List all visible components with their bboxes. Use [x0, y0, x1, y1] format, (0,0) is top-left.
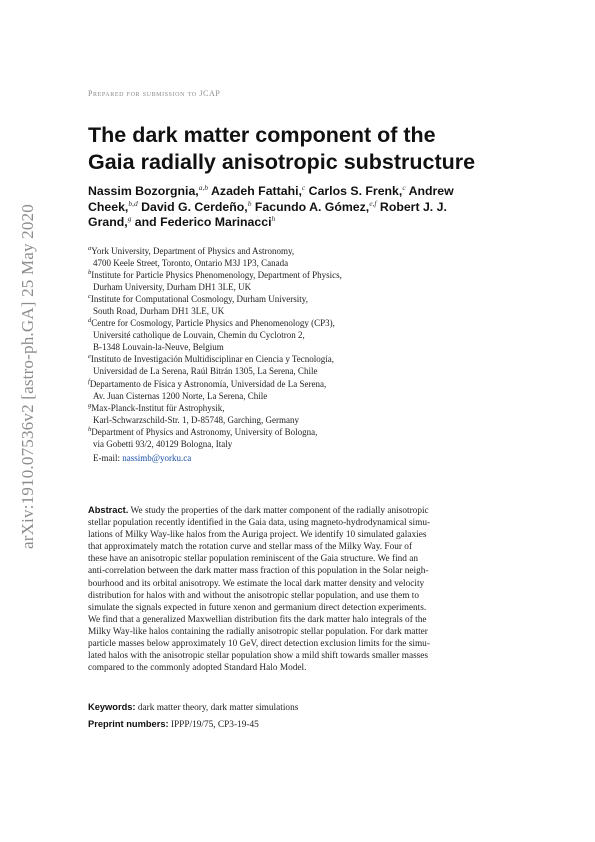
affiliation-line: [88, 317, 528, 329]
affiliation-line: [88, 378, 528, 390]
preprint-numbers: [88, 719, 259, 730]
affiliation-text: Max-Planck-Institut für Astrophysik,: [91, 402, 225, 413]
abstract-line: these have an anisotropic stellar population reminiscent of the Gaia structure. We find an: [88, 554, 419, 565]
affiliation-line: [88, 353, 528, 365]
abstract-text: We study the properties of the dark matter component of the radially anisotropic: [128, 506, 429, 516]
affiliation-line: Av. Juan Cisternas 1200 Norte, La Serena, Chile: [93, 390, 268, 401]
email-link[interactable]: nassimb@yorku.ca: [122, 452, 192, 463]
abstract-line: lated halos with the anisotropic stellar population show a mild shift towards smaller masses: [88, 651, 429, 662]
affiliation-mark: g: [88, 401, 92, 409]
affiliation-line: South Road, Durham DH1 3LE, UK: [93, 306, 225, 317]
affiliation-text: Centre for Cosmology, Particle Physics and Phenomenology (CP3),: [91, 318, 335, 329]
affiliation-line: Universidad de La Serena, Raúl Bitrán 1305, La Serena, Chile: [93, 366, 318, 377]
affiliation-line: [88, 426, 528, 438]
affiliation-line: [88, 402, 528, 414]
arxiv-identifier: arXiv:1910.07536v2 [astro-ph.GA] 25 May 2020: [18, 204, 37, 549]
affiliation-text: York University, Department of Physics and Astronomy,: [91, 246, 295, 256]
submission-note: Prepared for submission to JCAP: [88, 89, 221, 98]
abstract-line: anti-correlation between the dark matter mass fraction of this population in the Solar neigh-: [88, 566, 429, 577]
abstract-label: Abstract.: [88, 505, 129, 515]
affiliation-line: via Gobetti 93/2, 40129 Bologna, Italy: [93, 438, 233, 449]
affiliation-line: [88, 245, 528, 257]
author-affil-mark: c: [301, 182, 306, 192]
email-label: E-mail:: [93, 452, 123, 463]
abstract: [88, 504, 524, 674]
author-name: Facundo A. Gómez,: [251, 199, 370, 214]
author-affil-mark: a,b: [198, 182, 209, 192]
abstract-line: bourhood and its orbital anisotropy. We estimate the local dark matter density and velocity: [88, 578, 425, 589]
title-line: The dark matter component of the: [88, 123, 436, 147]
author-affil-mark: h: [271, 213, 276, 223]
author-name: and Federico Marinacci: [131, 215, 272, 229]
author-name: Nassim Bozorgnia,: [88, 184, 199, 198]
abstract-line: [88, 504, 524, 517]
author-line: [88, 184, 528, 200]
abstract-line: distribution for halos with and without the anisotropic stellar population, and use them to: [88, 590, 420, 601]
affiliation-mark: d: [88, 317, 92, 325]
keywords: [88, 702, 298, 713]
author-name: Azadeh Fattahi,: [208, 184, 302, 198]
author-affil-mark: g: [127, 213, 132, 223]
affiliation-mark: h: [88, 425, 92, 433]
author-line: [88, 200, 528, 216]
keywords-label: Keywords:: [88, 702, 136, 712]
email-line: [88, 452, 528, 464]
author-line: [88, 215, 528, 231]
affiliation-line: Université catholique de Louvain, Chemin du Cyclotron 2,: [93, 330, 305, 341]
abstract-line: that approximately match the rotation curve and stellar mass of the Milky Way. Four of: [88, 542, 413, 553]
affiliation-mark: f: [88, 377, 90, 385]
author-list: [88, 184, 528, 231]
affiliation-text: Institute for Computational Cosmology, Durham University,: [90, 294, 308, 305]
affiliation-line: Durham University, Durham DH1 3LE, UK: [93, 282, 252, 293]
affiliation-line: [88, 269, 528, 281]
author-name: Robert J. J.: [376, 199, 447, 214]
affiliation-line: B-1348 Louvain-la-Neuve, Belgium: [93, 342, 224, 353]
affiliation-text: Institute for Particle Physics Phenomenology, Department of Physics,: [91, 270, 342, 281]
abstract-line: stellar population recently identified in the Gaia data, using magneto-hydrodynamical simu-: [88, 518, 431, 529]
author-name: Cheek,: [88, 199, 129, 214]
author-affil-mark: b,d: [128, 198, 138, 208]
affiliation-text: Departamento de Física y Astronomía, Universidad de La Serena,: [89, 378, 327, 389]
affiliation-line: [88, 293, 528, 305]
title-line: Gaia radially anisotropic substructure: [88, 150, 476, 174]
author-affil-mark: e,f: [369, 198, 377, 208]
affiliation-line: 4700 Keele Street, Toronto, Ontario M3J 1P3, Canada: [93, 258, 289, 269]
author-affil-mark: c: [402, 182, 406, 192]
affiliation-text: Instituto de Investigación Multidisciplinar en Ciencia y Tecnología,: [90, 354, 335, 365]
author-name: Andrew: [405, 184, 454, 198]
affiliation-mark: b: [88, 269, 92, 277]
keywords-value: dark matter theory, dark matter simulations: [135, 703, 299, 713]
abstract-line: particle masses below approximately 10 GeV, direct detection exclusion limits for the simu-: [88, 639, 430, 650]
paper-title: [88, 122, 528, 176]
author-name: David G. Cerdeño,: [137, 199, 248, 214]
preprint-label: Preprint numbers:: [88, 719, 169, 729]
affiliation-mark: e: [88, 353, 91, 361]
abstract-line: lations of Milky Way-like halos from the Auriga project. We identify 10 simulated galaxies: [88, 530, 427, 541]
affiliations: [88, 245, 528, 464]
abstract-line: compared to the commonly adopted Standard Halo Model.: [88, 663, 307, 674]
author-name: Grand,: [88, 215, 128, 229]
abstract-line: We find that a generalized Maxwellian distribution fits the dark matter halo integrals of the: [88, 614, 427, 625]
affiliation-mark: c: [88, 293, 91, 301]
affiliation-mark: a: [88, 245, 92, 252]
author-name: Carlos S. Frenk,: [305, 184, 403, 198]
abstract-line: Milky Way-like halos containing the radially anisotropic stellar population. For dark matter: [88, 626, 428, 637]
affiliation-line: Karl-Schwarzschild-Str. 1, D-85748, Garching, Germany: [93, 414, 299, 425]
preprint-value: IPPP/19/75, CP3-19-45: [168, 720, 259, 730]
author-affil-mark: b: [247, 198, 252, 208]
abstract-line: simulate the signals expected in future xenon and germanium direct detection experiments.: [88, 602, 427, 613]
affiliation-text: Department of Physics and Astronomy, University of Bologna,: [91, 426, 318, 437]
